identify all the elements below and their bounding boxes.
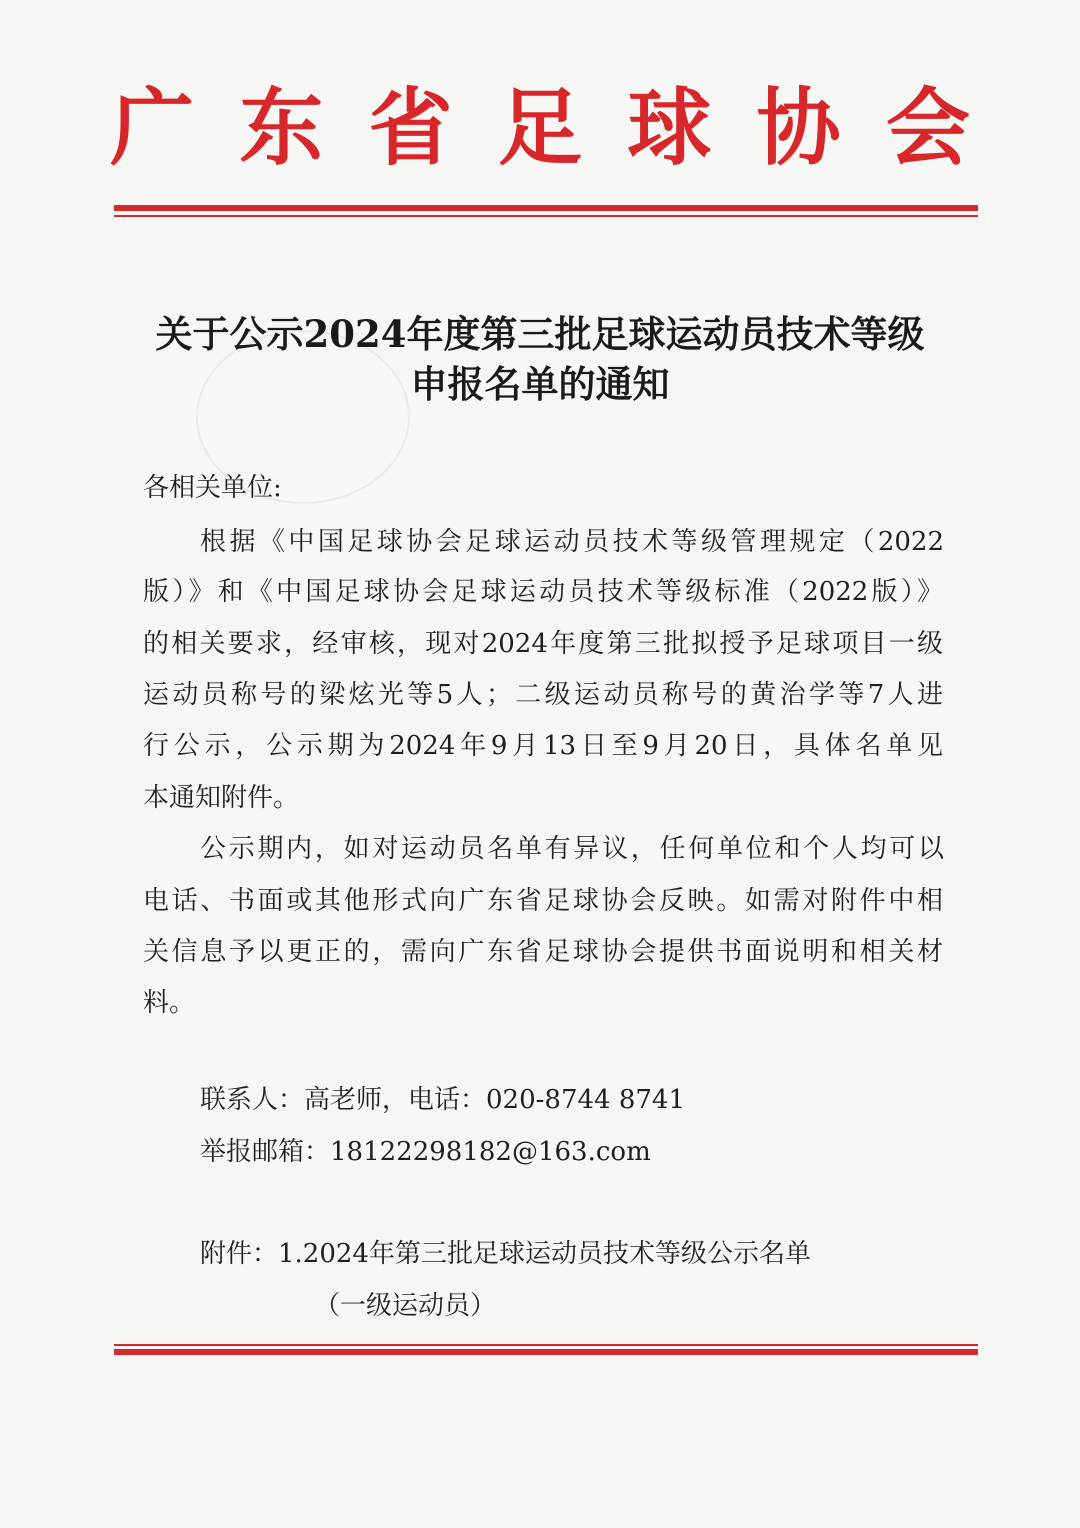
paragraph-2-line: 公示期内，如对运动员名单有异议，任何单位和个人均可以	[200, 834, 944, 864]
report-email: 举报邮箱：18122298182@163.com	[200, 1137, 651, 1167]
notice-title-line-1: 关于公示2024年度第三批足球运动员技术等级	[155, 312, 925, 356]
footer-red-rule	[114, 1344, 978, 1356]
letterhead-char: 协	[756, 78, 841, 177]
paragraph-1-line: 运动员称号的梁炫光等5人；二级运动员称号的黄治学等7人进	[143, 680, 943, 710]
letterhead	[110, 78, 970, 178]
letterhead-char: 省	[368, 78, 453, 177]
paragraph-2-line: 关信息予以更正的，需向广东省足球协会提供书面说明和相关材	[143, 937, 943, 967]
paragraph-1-line: 行公示，公示期为2024年9月13日至9月20日，具体名单见	[143, 731, 943, 761]
letterhead-char: 球	[627, 78, 712, 177]
letterhead-char: 足	[497, 78, 582, 177]
letterhead-char: 广	[110, 78, 195, 177]
paragraph-1-line: 的相关要求，经审核，现对2024年度第三批拟授予足球项目一级	[143, 629, 943, 659]
attachment-line-1: 附件：1.2024年第三批足球运动员技术等级公示名单	[200, 1239, 811, 1269]
notice-title-line-2: 申报名单的通知	[410, 362, 670, 406]
attachment-line-2: （一级运动员）	[314, 1291, 497, 1321]
paragraph-2-line: 电话、书面或其他形式向广东省足球协会反映。如需对附件中相	[143, 886, 943, 916]
paragraph-1-line: 版）》和《中国足球协会足球运动员技术等级标准（2022版）》	[143, 577, 943, 607]
paragraph-1-line: 本通知附件。	[143, 783, 300, 813]
header-red-rule	[114, 205, 978, 219]
paragraph-1-line: 根据《中国足球协会足球运动员技术等级管理规定（2022	[200, 527, 944, 557]
salutation: 各相关单位:	[143, 473, 282, 503]
contact-person: 联系人：高老师，电话：020-8744 8741	[200, 1085, 686, 1115]
paragraph-2-line: 料。	[143, 988, 196, 1018]
letterhead-char: 东	[239, 78, 324, 177]
letterhead-char: 会	[885, 78, 970, 177]
